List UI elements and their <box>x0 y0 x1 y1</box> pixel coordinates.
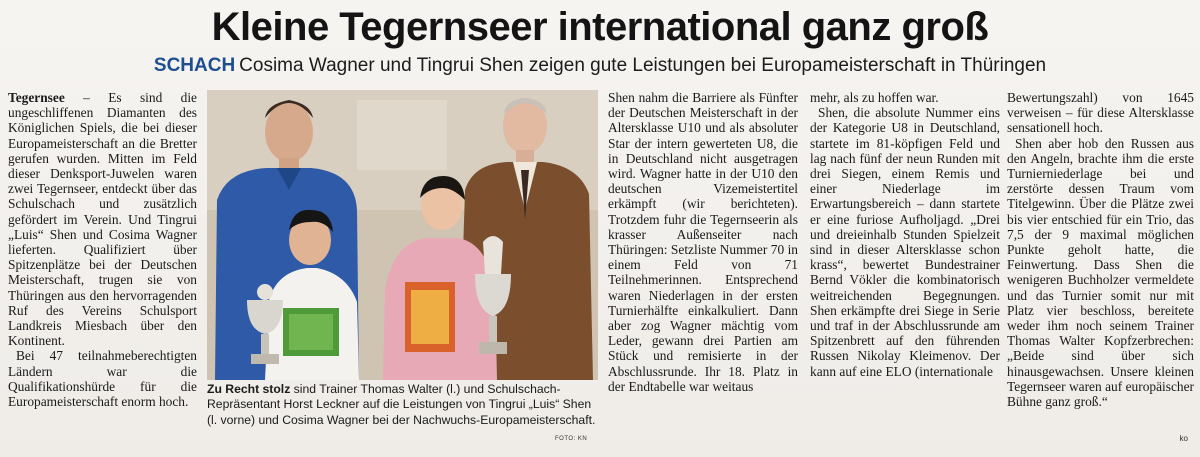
paragraph: Bewertungszahl) von 1645 verweisen – für diese Altersklasse sensationell hoch. <box>1007 90 1194 136</box>
caption-lead: Zu Recht stolz <box>207 382 291 396</box>
article-photo <box>207 90 598 380</box>
dateline: Tegernsee <box>8 90 65 105</box>
article-column-1 <box>8 90 197 409</box>
photo-credit: FOTO: KN <box>555 436 588 442</box>
photo-illustration <box>207 90 598 380</box>
section-kicker: SCHACH <box>153 55 236 76</box>
subheadline-line <box>0 54 1200 78</box>
author-signature: ko <box>1179 434 1188 443</box>
headline: Kleine Tegernseer international ganz groß <box>211 5 989 49</box>
article-column-4 <box>810 90 1000 379</box>
photo-caption <box>207 382 598 428</box>
subheadline: Cosima Wagner und Tingrui Shen zeigen gute Leistungen bei Europameisterschaft in Thüringen <box>239 55 1047 76</box>
paragraph: Shen nahm die Barriere als Fünfter der Deutschen Meisterschaft in der Altersklasse U10 und als absoluter Star der intern gewerteten U8, die in Deutschland nicht ausgetragen wird. Wagner hatte in der U10 den deutschen Vizemeistertitel erkämpft (wir berichteten). Trotzdem fuhr die Tegernseerin als krasser Außenseiter nach Thüringen: Setzliste Nummer 70 in einem Feld von 71 Teilnehmerinnen. Entsprechend waren Niederlagen in der ersten Turnierhälfte einkalkuliert. Dann aber zog Wagner mächtig vom Leder, gewann drei Partien am Stück und remisierte in der Abschlussrunde. Ihr 18. Platz in der Endtabelle war weitaus <box>608 90 798 394</box>
paragraph: Shen, die absolute Nummer eins der Kategorie U8 in Deutschland, startete im 81-köpfigen Feld und lag nach fünf der neun Runden mit drei Siegen, einem Remis und einer Niederlage im Erwartungsbereich – dann startete er eine furiose Aufholjagd. „Drei und dreieinhalb Stunden Spielzeit sind in dieser Altersklasse schon krass“, bewertet Bundestrainer Bernd Vökler die kombinatorisch weitreichenden Begegnungen. Shen erkämpfte drei Siege in Serie und traf in der Abschlussrunde am Spitzenbrett auf den führenden Russen Nikolay Kleimenov. Der kann auf eine ELO (internationale <box>810 105 1000 379</box>
paragraph: Bei 47 teilnahmeberechtigten Ländern war die Qualifikationshürde für die Europameisterschaft enorm hoch. <box>8 348 197 410</box>
article-column-5 <box>1007 90 1194 409</box>
article-column-3 <box>608 90 798 394</box>
paragraph: Shen aber hob den Russen aus den Angeln, brachte ihm die erste Turnierniederlage bei und zerstörte dessen Traum vom Titelgewinn. Über die Plätze zwei bis vier entschied für ein Trio, das 7,5 der 9 maximal möglichen Punkte geholt hatte, die Feinwertung. Dass Shen die wenigeren Buchholzer vermeldete und das Turnier somit nur mit Platz vier beschloss, bereitete weder ihm noch seinem Trainer Thomas Walter Kopfzerbrechen: „Beide sind über sich hinausgewachsen. Unsere kleinen Tegernseer waren auf europäischer Bühne ganz groß.“ <box>1007 135 1194 410</box>
paragraph <box>8 90 197 348</box>
paragraph-text: – Es sind die ungeschliffenen Diamanten des Königlichen Spiels, die bei dieser Europameisterschaft an die Bretter gerufen wurden. Mitten im Feld dieser Denksport-Juwelen waren zwei Tegernseer, entdeckt über das Schulschach und zusätzlich gefördert im Verein. Und Tingrui „Luis“ Shen und Cosima Wagner lieferten. Qualifiziert über Spitzenplätze bei der Deutschen Meisterschaft, trugen sie von Thüringen aus den hervorragenden Ruf des Vereins Schulsport Landkreis Miesbach über den Kontinent. <box>8 90 197 349</box>
caption-text: sind Trainer Thomas Walter (l.) und Schulschach-Repräsentant Horst Leckner auf die Leistungen von Tingrui „Luis“ Shen (l. vorne) und Cosima Wagner bei der Nachwuchs-Europameisterschaft. <box>207 382 596 427</box>
paragraph: mehr, als zu hoffen war. <box>810 90 939 105</box>
